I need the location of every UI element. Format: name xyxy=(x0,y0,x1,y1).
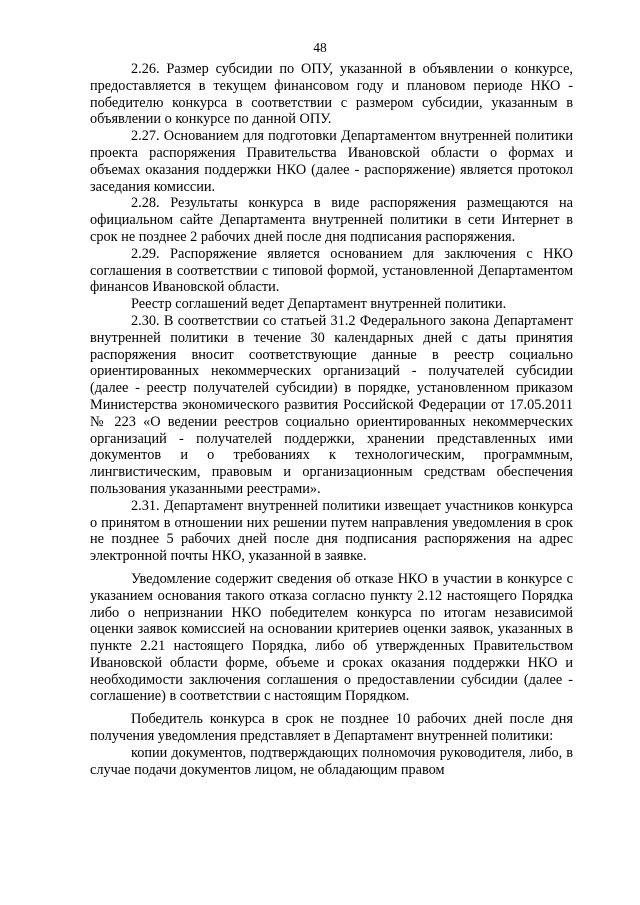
paragraph-2-27: 2.27. Основанием для подготовки Департаментом внутренней политики проекта распоряжения Правительства Ивановской области о формах и объемах оказания поддержки НКО (далее - распоряжение) является протокол заседания комиссии. xyxy=(90,128,573,195)
paragraph-2-29: 2.29. Распоряжение является основанием для заключения с НКО соглашения в соответствии с типовой формой, установленной Департаментом финансов Ивановской области. xyxy=(90,245,573,296)
paragraph-winner: Победитель конкурса в срок не позднее 10 рабочих дней после дня получения уведомления представляет в Департамент внутренней политики: xyxy=(90,711,573,745)
paragraph-documents: копии документов, подтверждающих полномочия руководителя, либо, в случае подачи документов лицом, не обладающим правом xyxy=(90,744,573,778)
paragraph-2-28: 2.28. Результаты конкурса в виде распоряжения размещаются на официальном сайте Департамента внутренней политики в сети Интернет в срок не позднее 2 рабочих дней после дня подписания распоряжения. xyxy=(90,195,573,245)
paragraph-2-30: 2.30. В соответствии со статьей 31.2 Федерального закона Департамент внутренней политики в течение 30 календарных дней с даты принятия распоряжения вносит соответствующие данные в реестр социально ориентированных некоммерческих организаций - получателей субсидии (далее - реестр получателей субсидии) в порядке, установленном приказом Министерства экономического развития Российской Федерации от 17.05.2011 № 223 «О ведении реестров социально ориентированных некоммерческих организаций - получателей поддержки, хранении представленных ими документов и о требованиях к технологическим, программным, лингвистическим, правовым и организационным средствам обеспечения пользования указанными реестрами». xyxy=(90,312,573,497)
document-body xyxy=(90,61,573,778)
page-number: 48 xyxy=(313,40,327,55)
paragraph-2-26: 2.26. Размер субсидии по ОПУ, указанной в объявлении о конкурсе, предоставляется в текущем финансовом году и плановом периоде НКО - победителю конкурса в соответствии с размером субсидии, указанным в объявлении о конкурсе по данной ОПУ. xyxy=(90,61,573,128)
paragraph-2-31: 2.31. Департамент внутренней политики извещает участников конкурса о принятом в отношении них решении путем направления уведомления в срок не позднее 5 рабочих дней после дня подписания распоряжения на адрес электронной почты НКО, указанной в заявке. xyxy=(90,497,573,565)
paragraph-notification: Уведомление содержит сведения об отказе НКО в участии в конкурсе с указанием основания такого отказа согласно пункту 2.12 настоящего Порядка либо о непризнании НКО победителем конкурса по итогам независимой оценки заявок комиссией на основании критериев оценки заявок, указанных в пункте 2.21 настоящего Порядка, либо об утвержденных Правительством Ивановской области форме, объеме и сроках оказания поддержки НКО и необходимости заключения соглашения о предоставлении субсидии (далее - соглашение) в соответствии с настоящим Порядком. xyxy=(90,570,573,705)
paragraph-registry: Реестр соглашений ведет Департамент внутренней политики. xyxy=(131,296,507,313)
